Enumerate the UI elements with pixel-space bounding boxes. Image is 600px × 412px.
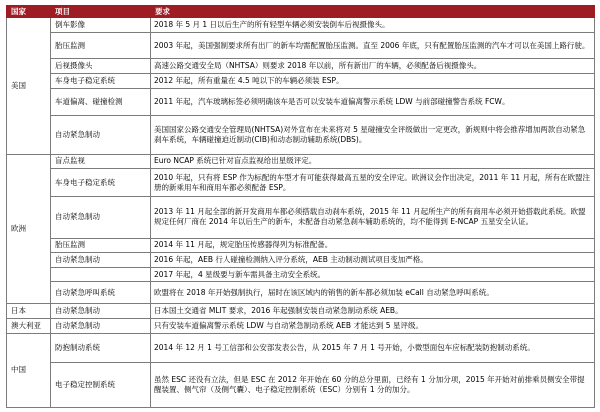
- requirement-cell: 2018 年 5 月 1 日以后生产的所有轻型车辆必须安装倒车后视摄像头。: [151, 18, 595, 33]
- requirement-cell: 2014 年 11 月起，规定胎压传感器得列为标准配备。: [151, 238, 595, 253]
- country-cell: 日本: [7, 304, 51, 319]
- table-row: [7, 88, 595, 115]
- requirement-cell: 2010 年起，只有将 ESP 作为标配的车型才有可能获得最高五星的安全评定。欧洲议会作出决定，2011 年 11 月起，所有在欧盟注册的新乘用车和商用车都必须配备 ESP。: [151, 169, 595, 197]
- item-cell: 车身电子稳定系统: [51, 74, 151, 89]
- table-row: [7, 319, 595, 334]
- requirement-cell: 2013 年 11 月起全部的新开发商用车都必须搭载自动刹车系统，2015 年 11 月起所生产的所有商用车必须开始搭载此系统。欧盟规定任何厂商在 2014 年以后生产的新车，未配备自动紧急刹车辅助系统的，均不能得到 E-NCAP 五星安全认证。: [151, 197, 595, 238]
- item-cell: 防抱制动系统: [51, 333, 151, 362]
- table-row: [7, 154, 595, 169]
- table-header-row: [7, 6, 595, 18]
- requirement-cell: 2011 年起，汽车玻璃标签必须明确该车是否可以安装车道偏离警示系统 LDW 与前部碰撞警告系统 FCW。: [151, 88, 595, 115]
- table-row: [7, 333, 595, 362]
- country-cell: 中国: [7, 333, 51, 407]
- header-requirement: 要求: [151, 6, 595, 18]
- requirement-cell: 2017 年起，4 星级要与新车需具备主动安全系统。: [151, 267, 595, 282]
- requirement-cell: 美国国家公路交通安全管理局(NHTSA)对外宣布在未来将对 5 星碰撞安全评级做出一定更改，新规则中将会推荐增加两款自动紧急刹车系统，车辆碰撞迫近制动(CIB)和动态制动辅助系统(DBS)。: [151, 115, 595, 154]
- item-cell: 车道偏离、碰撞检测: [51, 88, 151, 115]
- header-country: 国家: [7, 6, 51, 18]
- table-row: [7, 253, 595, 268]
- item-cell: 后视摄像头: [51, 59, 151, 74]
- table-row: [7, 197, 595, 238]
- item-cell: 胎压监测: [51, 238, 151, 253]
- item-cell: [51, 267, 151, 282]
- header-item: 项目: [51, 6, 151, 18]
- requirement-cell: 2016 年起，AEB 行人碰撞检测纳入评分系统，AEB 主动制动测试项目变加严格。: [151, 253, 595, 268]
- requirement-cell: Euro NCAP 系统已针对盲点监视给出星级评定。: [151, 154, 595, 169]
- item-cell: 盲点监视: [51, 154, 151, 169]
- item-cell: 自动紧急制动: [51, 197, 151, 238]
- table-row: [7, 18, 595, 33]
- item-cell: 自动紧急制动: [51, 304, 151, 319]
- requirement-cell: 高速公路交通安全局（NHTSA）则要求 2018 年以前，所有新出厂的车辆，必须配备后视摄像头。: [151, 59, 595, 74]
- item-cell: 车身电子稳定系统: [51, 169, 151, 197]
- requirement-cell: 2003 年起，美国强制要求所有出厂的新车均需配置胎压监测。直至 2006 年底，只有配置胎压监测的汽车才可以在美国上路行驶。: [151, 32, 595, 59]
- item-cell: 自动紧急呼叫系统: [51, 282, 151, 304]
- requirement-cell: 只有安装车道偏离警示系统 LDW 与自动紧急制动系统 AEB 才能达到 5 星评级。: [151, 319, 595, 334]
- item-cell: 自动紧急制动: [51, 115, 151, 154]
- regulation-table: [6, 5, 595, 408]
- table-row: [7, 267, 595, 282]
- country-cell: 欧洲: [7, 154, 51, 304]
- table-row: [7, 32, 595, 59]
- item-cell: 自动紧急制动: [51, 319, 151, 334]
- requirement-cell: 虽然 ESC 还没有立法，但是 ESC 在 2012 年开始在 60 分的总分里面，已经有 1 分加分项，2015 年开始对前排乘员侧安全带提醒装置、侧气帘（及侧气囊）、电子稳定控制系统（ESC）分别有 1 分的加分。: [151, 362, 595, 407]
- table-row: [7, 74, 595, 89]
- requirement-cell: 日本国土交通省 MLIT 要求，2016 年起强制安装自动紧急制动系统 AEB。: [151, 304, 595, 319]
- item-cell: 胎压监测: [51, 32, 151, 59]
- item-cell: 自动紧急制动: [51, 253, 151, 268]
- table-row: [7, 362, 595, 407]
- requirement-cell: 2014 年 12 月 1 号工信部和公安部发表公告，从 2015 年 7 月 1 号开始，小微型面包车应标配装防抱制动系统。: [151, 333, 595, 362]
- table-row: [7, 304, 595, 319]
- item-cell: 倒车影像: [51, 18, 151, 33]
- item-cell: 电子稳定控制系统: [51, 362, 151, 407]
- country-cell: 美国: [7, 18, 51, 155]
- table-row: [7, 282, 595, 304]
- requirement-cell: 2012 年起，所有重量在 4.5 吨以下的车辆必须装 ESP。: [151, 74, 595, 89]
- table-row: [7, 169, 595, 197]
- table-row: [7, 59, 595, 74]
- country-cell: 澳大利亚: [7, 319, 51, 334]
- table-row: [7, 238, 595, 253]
- table-row: [7, 115, 595, 154]
- requirement-cell: 欧盟将在 2018 年开始强制执行，届时在该区域内的销售的新车都必须加装 eCall 自动紧急呼叫系统。: [151, 282, 595, 304]
